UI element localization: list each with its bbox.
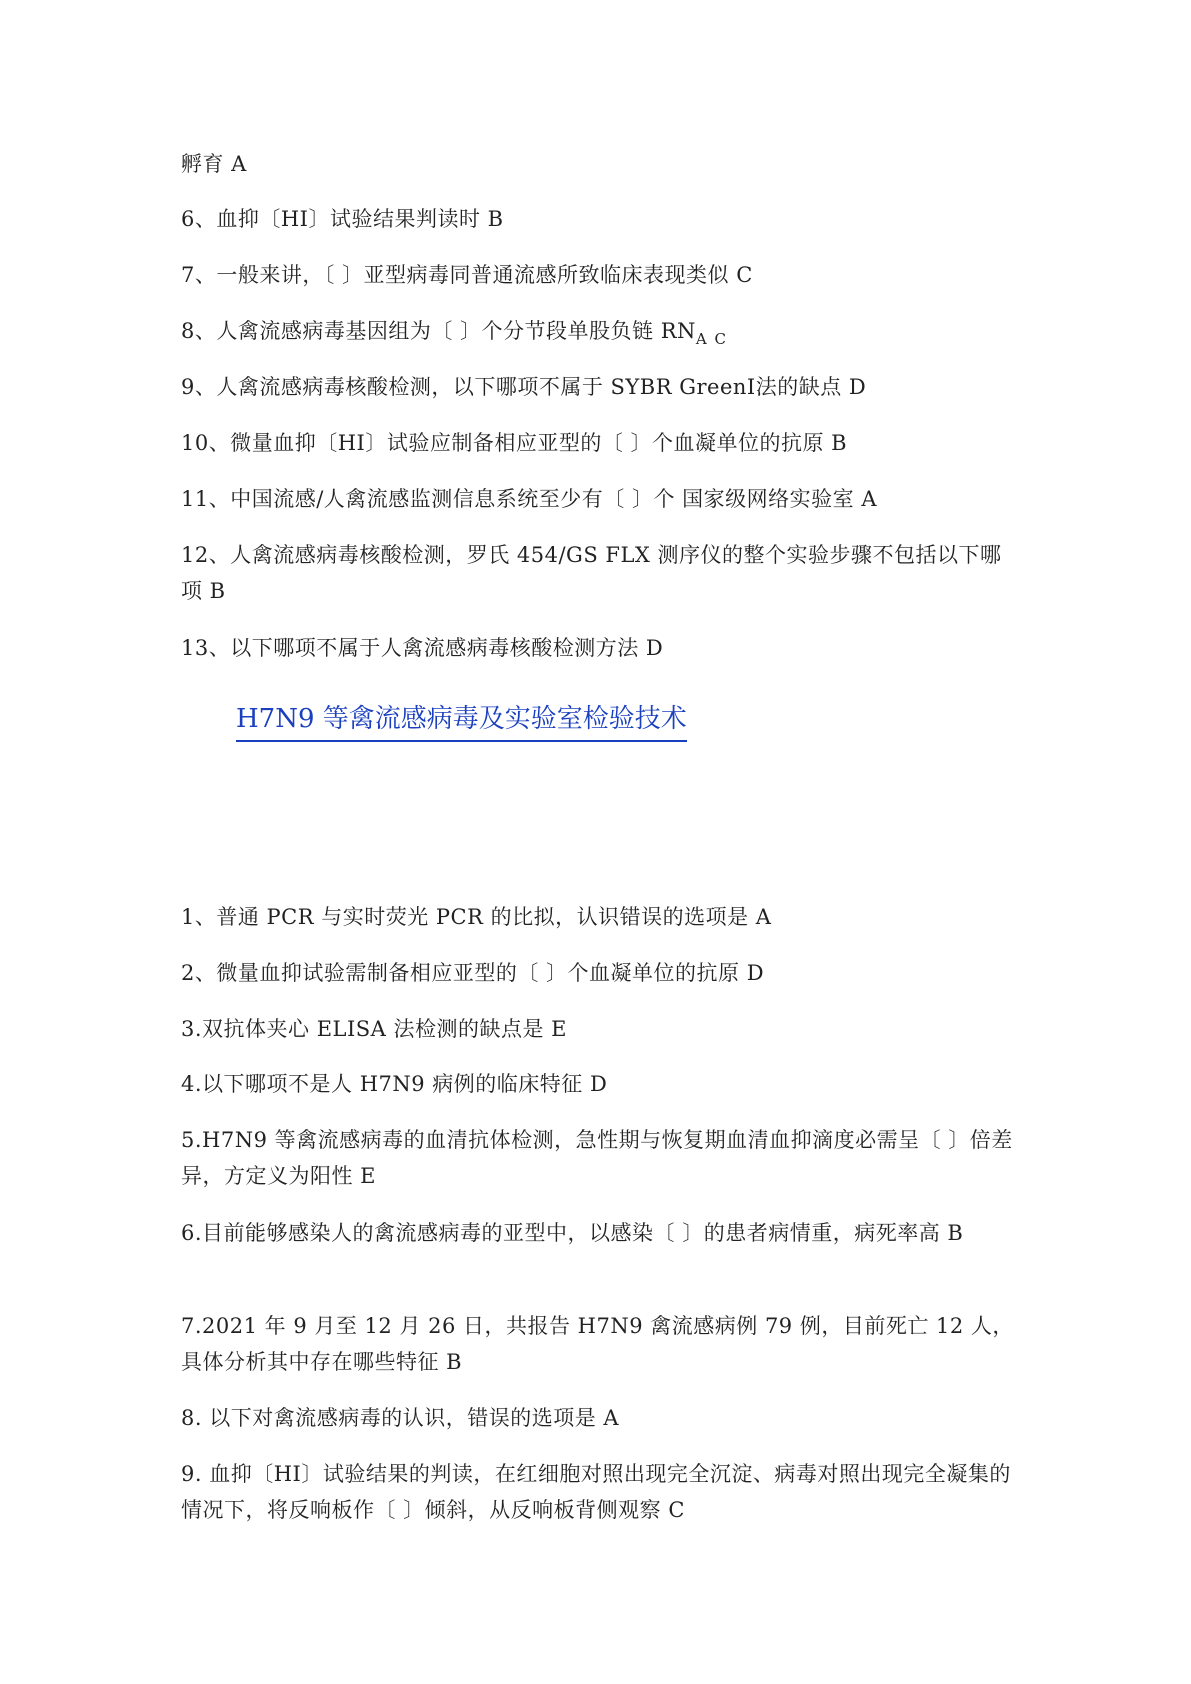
subscript: A [695, 330, 708, 348]
question-line: 孵育 A [181, 152, 247, 176]
question-line: 6、血抑〔HI〕试验结果判读时 B [181, 207, 504, 231]
question-line: 9、人禽流感病毒核酸检测，以下哪项不属于 SYBR GreenⅠ法的缺点 D [181, 375, 867, 399]
question-line: 6.目前能够感染人的禽流感病毒的亚型中，以感染〔 〕的患者病情重，病死率高 B [181, 1221, 964, 1245]
question-line: 11、中国流感/人禽流感监测信息系统至少有〔 〕个 国家级网络实验室 A [181, 487, 877, 511]
question-line: 12、人禽流感病毒核酸检测，罗氏 454/GS FLX 测序仪的整个实验步骤不包括以下哪项 B [181, 543, 1002, 603]
answer-letter: C [714, 330, 727, 348]
question-line: 10、微量血抑〔HI〕试验应制备相应亚型的〔 〕个血凝单位的抗原 B [181, 431, 848, 455]
question-line: 7、一般来讲，〔 〕亚型病毒同普通流感所致临床表现类似 C [181, 263, 753, 287]
question-line: 5.H7N9 等禽流感病毒的血清抗体检测，急性期与恢复期血清血抑滴度必需呈〔 〕倍差异，方定义为阳性 E [181, 1128, 1013, 1188]
section-heading-link[interactable]: H7N9 等禽流感病毒及实验室检验技术 [236, 700, 687, 742]
question-line: 9. 血抑〔HI〕试验结果的判读，在红细胞对照出现完全沉淀、病毒对照出现完全凝集的情况下，将反响板作〔 〕倾斜，从反响板背侧观察 C [181, 1462, 1011, 1522]
question-line: 4.以下哪项不是人 H7N9 病例的临床特征 D [181, 1072, 608, 1096]
question-line: 3.双抗体夹心 ELISA 法检测的缺点是 E [181, 1017, 568, 1041]
question-line: 8. 以下对禽流感病毒的认识，错误的选项是 A [181, 1406, 620, 1430]
question-line: 1、普通 PCR 与实时荧光 PCR 的比拟，认识错误的选项是 A [181, 905, 772, 929]
question-line: 7.2021 年 9 月至 12 月 26 日，共报告 H7N9 禽流感病例 79 例，目前死亡 12 人，具体分析其中存在哪些特征 B [181, 1314, 1014, 1374]
question-line [181, 313, 1021, 351]
question-line: 13、以下哪项不属于人禽流感病毒核酸检测方法 D [181, 636, 664, 660]
question-line: 2、微量血抑试验需制备相应亚型的〔 〕个血凝单位的抗原 D [181, 961, 765, 985]
question-text: 8、人禽流感病毒基因组为〔 〕个分节段单股负链 RN [181, 319, 696, 343]
